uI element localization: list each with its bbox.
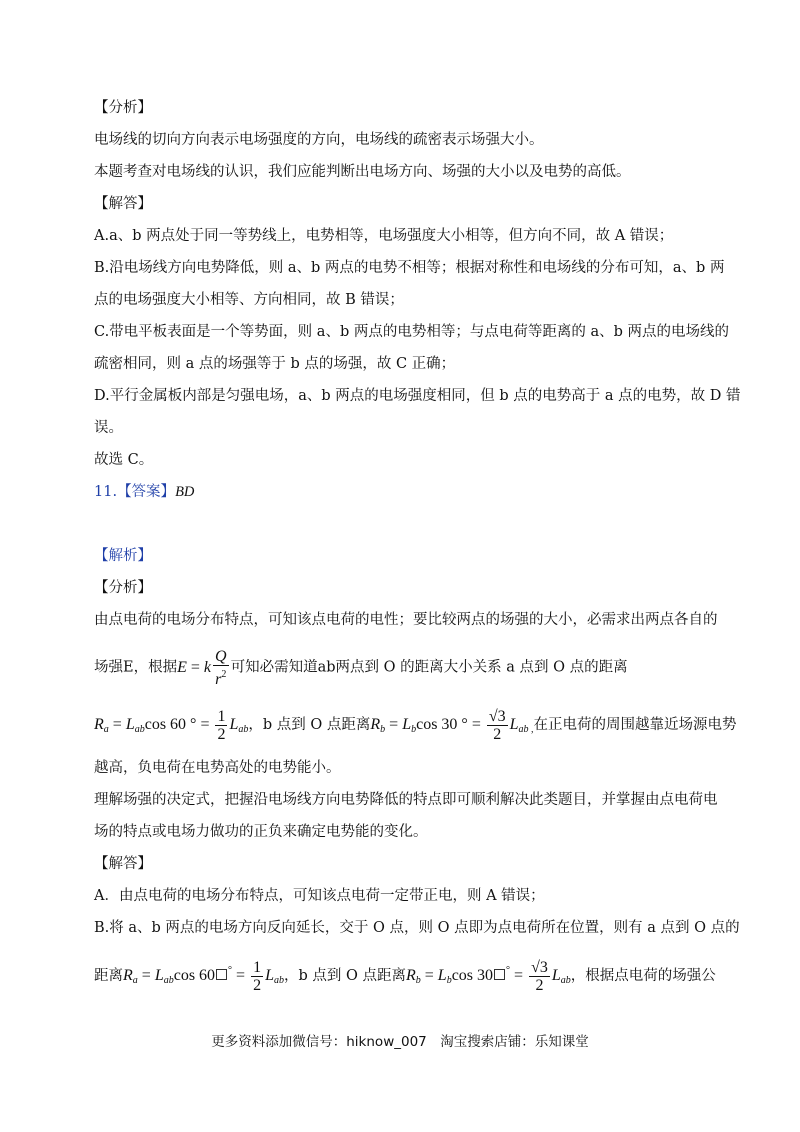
- text-segment: ，根据点电荷的场强公: [570, 968, 716, 984]
- q11-analysis-text-3: [94, 708, 737, 745]
- solution-option-d-line2: 误。: [94, 420, 123, 436]
- answer-tag: 【答案】: [117, 484, 176, 500]
- field-formula: E = k $\frac{Q}{r^2}$: [177, 648, 227, 688]
- text-segment: 可知必需知道ab两点到 O 的距离大小关系 a 点到 O 点的距离: [230, 659, 628, 676]
- q11-solution-option-a: A．由点电荷的电场分布特点，可知该点电荷一定带正电，则 A 错误；: [94, 888, 545, 904]
- answer-value: BD: [175, 484, 195, 500]
- text-segment: 距离: [94, 968, 123, 984]
- text-segment: ，b 点到 O 点距离: [248, 717, 371, 734]
- solution-option-b-line2: 点的电场强度大小相等、方向相同，故 B 错误；: [94, 292, 404, 308]
- distance-rb-formula: $R_b = L_b\cos$ 30 ° = $\frac{√3}{2}$ $L_{ab ,}$: [370, 708, 534, 743]
- solution-option-b-line1: B.沿电场线方向电势降低，则 a、b 两点的电势不相等；根据对称性和电场线的分布可知，a、b 两: [94, 260, 725, 276]
- q11-analysis-text-5: 理解场强的决定式，把握沿电场线方向电势降低的特点即可顺利解决此类题目，并掌握由点电荷电: [94, 792, 718, 808]
- q11-solution-tag: 【解答】: [94, 856, 152, 872]
- solution-choice: 故选 C。: [94, 452, 154, 468]
- page-footer: 更多资料添加微信号：hiknow_007 淘宝搜索店铺：乐知课堂: [211, 1034, 589, 1050]
- question-number: 11.: [94, 484, 118, 500]
- q11-analysis-text-1: 由点电荷的电场分布特点，可知该点电荷的电性；要比较两点的场强的大小，必需求出两点各自的: [94, 612, 718, 628]
- analysis-text-2: 本题考查对电场线的认识，我们应能判断出电场方向、场强的大小以及电势的高低。: [94, 164, 631, 180]
- distance-ra-formula: $R_a = L_{ab}\cos$ 60 ° = $\frac{1}{2}$ $L_{ab}$: [94, 708, 249, 743]
- text-segment: ，b 点到 O 点距离: [283, 968, 406, 984]
- analysis-heading: 【分析】: [94, 100, 152, 116]
- analysis-text-1: 电场线的切向方向表示电场强度的方向，电场线的疏密表示场强大小。: [94, 132, 544, 148]
- solution-heading: 【解答】: [94, 196, 152, 212]
- solution-option-c-line1: C.带电平板表面是一个等势面，则 a、b 两点的电势相等；与点电荷等距离的 a、b 两点的电场线的: [94, 324, 729, 340]
- solution-option-d-line1: D.平行金属板内部是匀强电场，a、b 两点的电场强度相同，但 b 点的电势高于 a 点的电势，故 D 错: [94, 388, 741, 404]
- text-segment: 在正电荷的周围越靠近场源电势: [533, 717, 737, 734]
- explanation-tag: 【解析】: [94, 548, 152, 564]
- text-segment: 场强E，根据: [94, 659, 178, 676]
- distance-rb-formula-2: $R_b = L_b\cos$ 30 ° = $\frac{√3}{2}$ $L_{ab}$: [405, 958, 571, 994]
- q11-analysis-text-6: 场的特点或电场力做功的正负来确定电势能的变化。: [94, 824, 428, 840]
- q11-analysis-tag: 【分析】: [94, 580, 152, 596]
- q11-analysis-text-4: 越高，负电荷在电势高处的电势能小。: [94, 760, 341, 776]
- q11-solution-option-b: B.将 a、b 两点的电场方向反向延长，交于 O 点，则 O 点即为点电荷所在位置，则有 a 点到 O 点的: [94, 920, 740, 936]
- question-11-answer: [94, 482, 194, 502]
- solution-option-c-line2: 疏密相同，则 a 点的场强等于 b 点的场强，故 C 正确；: [94, 356, 456, 372]
- q11-solution-distance-line: [94, 956, 716, 996]
- solution-option-a: A.a、b 两点处于同一等势线上，电势相等，电场强度大小相等，但方向不同，故 A 错误；: [94, 228, 674, 244]
- distance-ra-formula-2: $R_a = L_{ab}\cos$ 60 ° = $\frac{1}{2}$ $L_{ab}$: [123, 958, 284, 994]
- q11-analysis-text-2: [94, 648, 628, 688]
